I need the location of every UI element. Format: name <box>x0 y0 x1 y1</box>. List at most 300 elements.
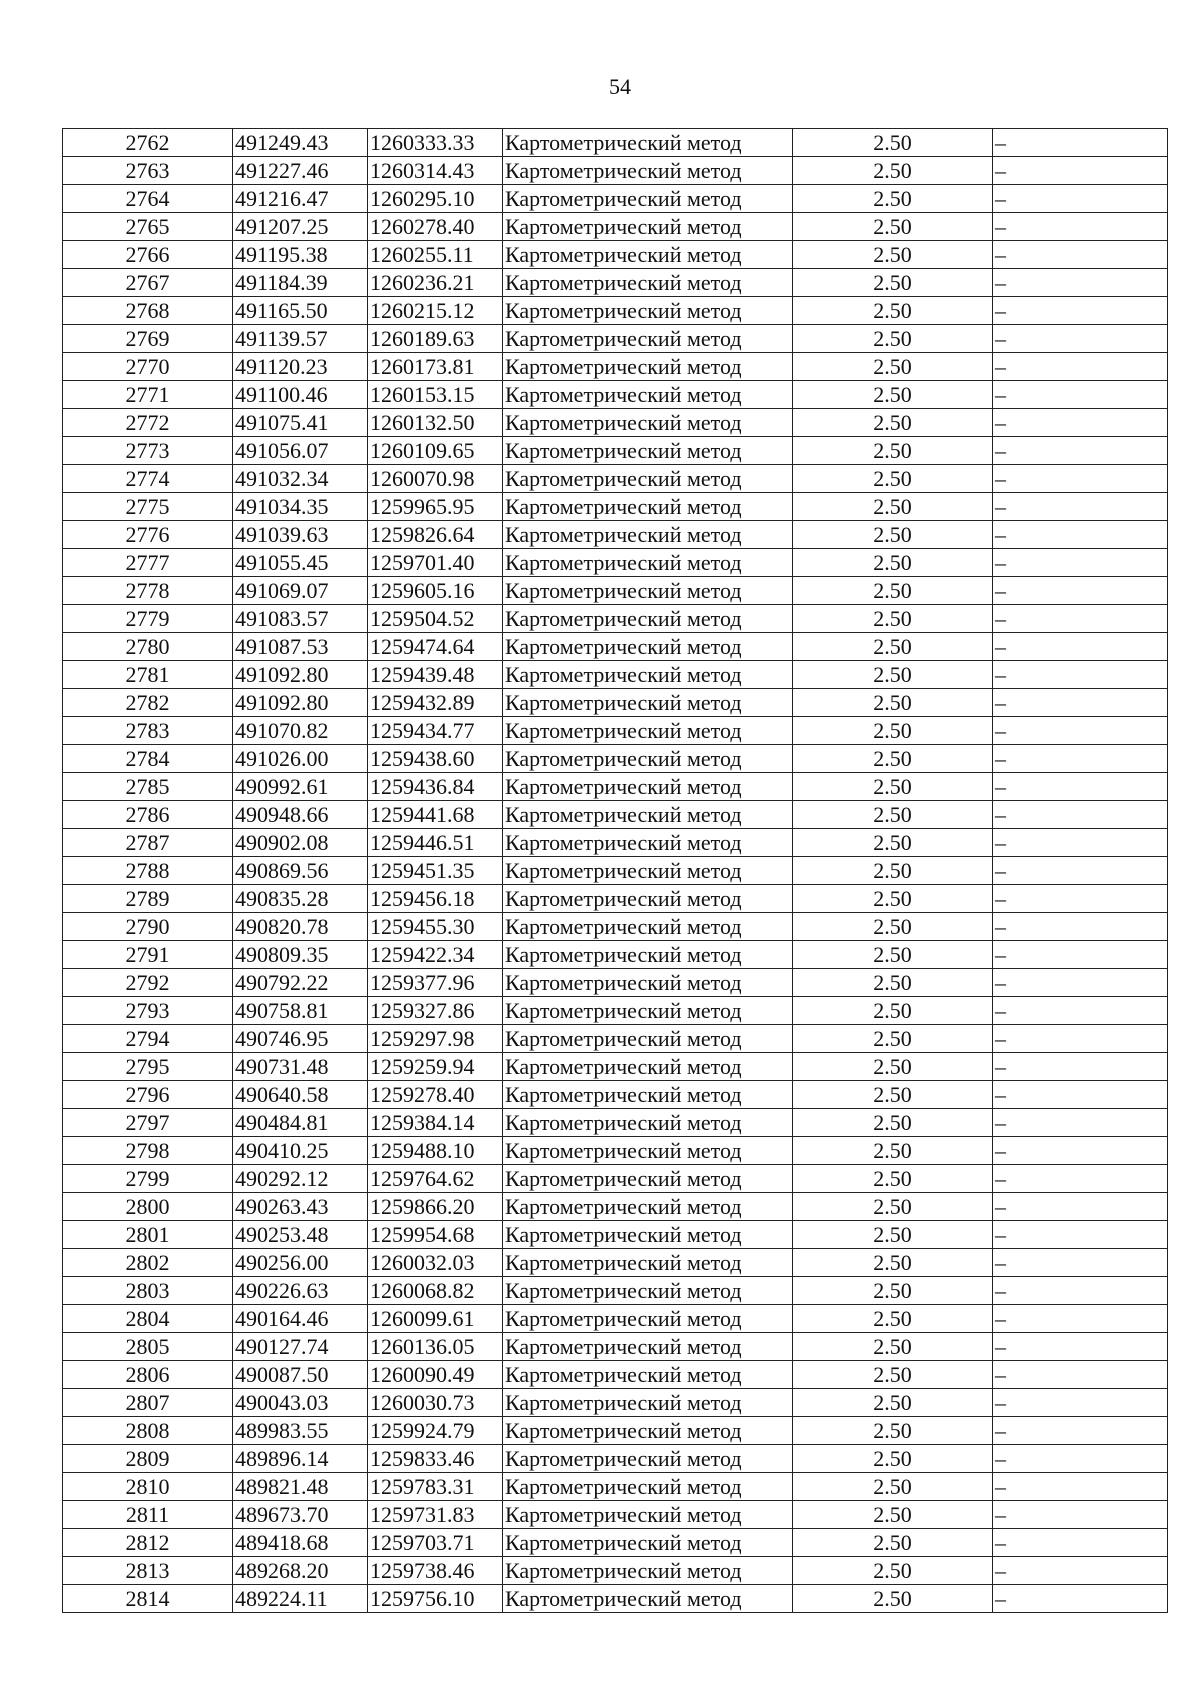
error-cell: 2.50 <box>793 1053 993 1081</box>
table-row <box>63 1501 1168 1529</box>
method-cell: Картометрический метод <box>503 129 793 157</box>
table-row <box>63 1557 1168 1585</box>
error-cell: 2.50 <box>793 1193 993 1221</box>
y-coordinate-cell: 1259954.68 <box>368 1221 503 1249</box>
y-coordinate-cell: 1259451.35 <box>368 857 503 885</box>
table-row <box>63 325 1168 353</box>
y-coordinate-cell: 1259703.71 <box>368 1529 503 1557</box>
table-row <box>63 829 1168 857</box>
x-coordinate-cell: 491026.00 <box>233 745 368 773</box>
point-number-cell: 2803 <box>63 1277 233 1305</box>
method-cell: Картометрический метод <box>503 1025 793 1053</box>
point-number-cell: 2780 <box>63 633 233 661</box>
point-number-cell: 2783 <box>63 717 233 745</box>
point-number-cell: 2776 <box>63 521 233 549</box>
table-row <box>63 1277 1168 1305</box>
method-cell: Картометрический метод <box>503 241 793 269</box>
description-cell: – <box>993 1053 1168 1081</box>
x-coordinate-cell: 491056.07 <box>233 437 368 465</box>
x-coordinate-cell: 490226.63 <box>233 1277 368 1305</box>
point-number-cell: 2781 <box>63 661 233 689</box>
description-cell: – <box>993 241 1168 269</box>
y-coordinate-cell: 1260314.43 <box>368 157 503 185</box>
x-coordinate-cell: 491207.25 <box>233 213 368 241</box>
error-cell: 2.50 <box>793 213 993 241</box>
point-number-cell: 2808 <box>63 1417 233 1445</box>
point-number-cell: 2766 <box>63 241 233 269</box>
table-row <box>63 745 1168 773</box>
x-coordinate-cell: 489983.55 <box>233 1417 368 1445</box>
error-cell: 2.50 <box>793 1361 993 1389</box>
x-coordinate-cell: 491227.46 <box>233 157 368 185</box>
method-cell: Картометрический метод <box>503 1529 793 1557</box>
table-row <box>63 241 1168 269</box>
method-cell: Картометрический метод <box>503 409 793 437</box>
method-cell: Картометрический метод <box>503 969 793 997</box>
method-cell: Картометрический метод <box>503 325 793 353</box>
x-coordinate-cell: 491184.39 <box>233 269 368 297</box>
x-coordinate-cell: 489673.70 <box>233 1501 368 1529</box>
x-coordinate-cell: 491034.35 <box>233 493 368 521</box>
error-cell: 2.50 <box>793 1389 993 1417</box>
table-row <box>63 1333 1168 1361</box>
description-cell: – <box>993 577 1168 605</box>
y-coordinate-cell: 1259924.79 <box>368 1417 503 1445</box>
y-coordinate-cell: 1260333.33 <box>368 129 503 157</box>
y-coordinate-cell: 1260173.81 <box>368 353 503 381</box>
table-row <box>63 353 1168 381</box>
method-cell: Картометрический метод <box>503 1445 793 1473</box>
description-cell: – <box>993 1417 1168 1445</box>
point-number-cell: 2799 <box>63 1165 233 1193</box>
error-cell: 2.50 <box>793 157 993 185</box>
y-coordinate-cell: 1259438.60 <box>368 745 503 773</box>
y-coordinate-cell: 1260132.50 <box>368 409 503 437</box>
description-cell: – <box>993 773 1168 801</box>
y-coordinate-cell: 1259259.94 <box>368 1053 503 1081</box>
x-coordinate-cell: 490484.81 <box>233 1109 368 1137</box>
x-coordinate-cell: 490758.81 <box>233 997 368 1025</box>
y-coordinate-cell: 1260030.73 <box>368 1389 503 1417</box>
error-cell: 2.50 <box>793 885 993 913</box>
y-coordinate-cell: 1260255.11 <box>368 241 503 269</box>
x-coordinate-cell: 491092.80 <box>233 661 368 689</box>
x-coordinate-cell: 489268.20 <box>233 1557 368 1585</box>
description-cell: – <box>993 969 1168 997</box>
method-cell: Картометрический метод <box>503 1193 793 1221</box>
error-cell: 2.50 <box>793 465 993 493</box>
y-coordinate-cell: 1259474.64 <box>368 633 503 661</box>
table-row <box>63 941 1168 969</box>
description-cell: – <box>993 1333 1168 1361</box>
point-number-cell: 2795 <box>63 1053 233 1081</box>
method-cell: Картометрический метод <box>503 465 793 493</box>
x-coordinate-cell: 490256.00 <box>233 1249 368 1277</box>
method-cell: Картометрический метод <box>503 269 793 297</box>
description-cell: – <box>993 1501 1168 1529</box>
point-number-cell: 2810 <box>63 1473 233 1501</box>
x-coordinate-cell: 489224.11 <box>233 1585 368 1613</box>
point-number-cell: 2797 <box>63 1109 233 1137</box>
x-coordinate-cell: 490292.12 <box>233 1165 368 1193</box>
x-coordinate-cell: 490043.03 <box>233 1389 368 1417</box>
method-cell: Картометрический метод <box>503 1137 793 1165</box>
description-cell: – <box>993 381 1168 409</box>
description-cell: – <box>993 1389 1168 1417</box>
description-cell: – <box>993 1473 1168 1501</box>
table-row <box>63 409 1168 437</box>
description-cell: – <box>993 829 1168 857</box>
description-cell: – <box>993 1081 1168 1109</box>
description-cell: – <box>993 1361 1168 1389</box>
method-cell: Картометрический метод <box>503 437 793 465</box>
table-row <box>63 969 1168 997</box>
method-cell: Картометрический метод <box>503 353 793 381</box>
x-coordinate-cell: 491092.80 <box>233 689 368 717</box>
description-cell: – <box>993 857 1168 885</box>
point-number-cell: 2791 <box>63 941 233 969</box>
description-cell: – <box>993 493 1168 521</box>
error-cell: 2.50 <box>793 857 993 885</box>
error-cell: 2.50 <box>793 521 993 549</box>
point-number-cell: 2773 <box>63 437 233 465</box>
x-coordinate-cell: 490253.48 <box>233 1221 368 1249</box>
y-coordinate-cell: 1260070.98 <box>368 465 503 493</box>
table-row <box>63 1389 1168 1417</box>
y-coordinate-cell: 1259439.48 <box>368 661 503 689</box>
table-row <box>63 857 1168 885</box>
y-coordinate-cell: 1260136.05 <box>368 1333 503 1361</box>
description-cell: – <box>993 1277 1168 1305</box>
description-cell: – <box>993 129 1168 157</box>
y-coordinate-cell: 1260295.10 <box>368 185 503 213</box>
point-number-cell: 2775 <box>63 493 233 521</box>
y-coordinate-cell: 1260068.82 <box>368 1277 503 1305</box>
error-cell: 2.50 <box>793 1305 993 1333</box>
x-coordinate-cell: 490410.25 <box>233 1137 368 1165</box>
description-cell: – <box>993 1305 1168 1333</box>
description-cell: – <box>993 717 1168 745</box>
x-coordinate-cell: 490087.50 <box>233 1361 368 1389</box>
x-coordinate-cell: 491139.57 <box>233 325 368 353</box>
method-cell: Картометрический метод <box>503 1305 793 1333</box>
y-coordinate-cell: 1260099.61 <box>368 1305 503 1333</box>
point-number-cell: 2798 <box>63 1137 233 1165</box>
table-row <box>63 1445 1168 1473</box>
error-cell: 2.50 <box>793 381 993 409</box>
point-number-cell: 2790 <box>63 913 233 941</box>
description-cell: – <box>993 1529 1168 1557</box>
error-cell: 2.50 <box>793 997 993 1025</box>
point-number-cell: 2784 <box>63 745 233 773</box>
point-number-cell: 2807 <box>63 1389 233 1417</box>
method-cell: Картометрический метод <box>503 1473 793 1501</box>
table-row <box>63 269 1168 297</box>
method-cell: Картометрический метод <box>503 1081 793 1109</box>
method-cell: Картометрический метод <box>503 801 793 829</box>
error-cell: 2.50 <box>793 269 993 297</box>
method-cell: Картометрический метод <box>503 717 793 745</box>
point-number-cell: 2811 <box>63 1501 233 1529</box>
x-coordinate-cell: 490869.56 <box>233 857 368 885</box>
table-row <box>63 1053 1168 1081</box>
table-row <box>63 381 1168 409</box>
table-row <box>63 1221 1168 1249</box>
error-cell: 2.50 <box>793 717 993 745</box>
table-row <box>63 493 1168 521</box>
method-cell: Картометрический метод <box>503 1557 793 1585</box>
point-number-cell: 2770 <box>63 353 233 381</box>
table-row <box>63 605 1168 633</box>
y-coordinate-cell: 1259738.46 <box>368 1557 503 1585</box>
point-number-cell: 2768 <box>63 297 233 325</box>
description-cell: – <box>993 1445 1168 1473</box>
y-coordinate-cell: 1260032.03 <box>368 1249 503 1277</box>
description-cell: – <box>993 1109 1168 1137</box>
error-cell: 2.50 <box>793 1081 993 1109</box>
method-cell: Картометрический метод <box>503 157 793 185</box>
error-cell: 2.50 <box>793 1249 993 1277</box>
method-cell: Картометрический метод <box>503 1109 793 1137</box>
x-coordinate-cell: 491195.38 <box>233 241 368 269</box>
table-row <box>63 157 1168 185</box>
description-cell: – <box>993 353 1168 381</box>
y-coordinate-cell: 1259488.10 <box>368 1137 503 1165</box>
error-cell: 2.50 <box>793 129 993 157</box>
x-coordinate-cell: 490127.74 <box>233 1333 368 1361</box>
error-cell: 2.50 <box>793 773 993 801</box>
y-coordinate-cell: 1259446.51 <box>368 829 503 857</box>
error-cell: 2.50 <box>793 913 993 941</box>
point-number-cell: 2812 <box>63 1529 233 1557</box>
error-cell: 2.50 <box>793 829 993 857</box>
error-cell: 2.50 <box>793 689 993 717</box>
point-number-cell: 2769 <box>63 325 233 353</box>
error-cell: 2.50 <box>793 353 993 381</box>
x-coordinate-cell: 490746.95 <box>233 1025 368 1053</box>
y-coordinate-cell: 1259455.30 <box>368 913 503 941</box>
y-coordinate-cell: 1259441.68 <box>368 801 503 829</box>
method-cell: Картометрический метод <box>503 297 793 325</box>
error-cell: 2.50 <box>793 1529 993 1557</box>
error-cell: 2.50 <box>793 1501 993 1529</box>
y-coordinate-cell: 1259833.46 <box>368 1445 503 1473</box>
error-cell: 2.50 <box>793 1557 993 1585</box>
method-cell: Картометрический метод <box>503 1277 793 1305</box>
y-coordinate-cell: 1259764.62 <box>368 1165 503 1193</box>
x-coordinate-cell: 491216.47 <box>233 185 368 213</box>
error-cell: 2.50 <box>793 577 993 605</box>
point-number-cell: 2772 <box>63 409 233 437</box>
x-coordinate-cell: 491055.45 <box>233 549 368 577</box>
table-row <box>63 1109 1168 1137</box>
y-coordinate-cell: 1259434.77 <box>368 717 503 745</box>
method-cell: Картометрический метод <box>503 633 793 661</box>
table-row <box>63 1137 1168 1165</box>
point-number-cell: 2813 <box>63 1557 233 1585</box>
x-coordinate-cell: 489896.14 <box>233 1445 368 1473</box>
table-row <box>63 577 1168 605</box>
description-cell: – <box>993 1249 1168 1277</box>
error-cell: 2.50 <box>793 633 993 661</box>
table-row <box>63 1193 1168 1221</box>
table-row <box>63 885 1168 913</box>
y-coordinate-cell: 1259731.83 <box>368 1501 503 1529</box>
point-number-cell: 2802 <box>63 1249 233 1277</box>
description-cell: – <box>993 633 1168 661</box>
table-body <box>63 129 1168 1613</box>
table-row <box>63 213 1168 241</box>
method-cell: Картометрический метод <box>503 913 793 941</box>
description-cell: – <box>993 325 1168 353</box>
point-number-cell: 2763 <box>63 157 233 185</box>
point-number-cell: 2774 <box>63 465 233 493</box>
point-number-cell: 2805 <box>63 1333 233 1361</box>
table-row <box>63 437 1168 465</box>
method-cell: Картометрический метод <box>503 885 793 913</box>
method-cell: Картометрический метод <box>503 1333 793 1361</box>
error-cell: 2.50 <box>793 297 993 325</box>
point-number-cell: 2765 <box>63 213 233 241</box>
x-coordinate-cell: 490640.58 <box>233 1081 368 1109</box>
x-coordinate-cell: 491100.46 <box>233 381 368 409</box>
table-row <box>63 717 1168 745</box>
point-number-cell: 2779 <box>63 605 233 633</box>
x-coordinate-cell: 490820.78 <box>233 913 368 941</box>
table-row <box>63 1361 1168 1389</box>
x-coordinate-cell: 490731.48 <box>233 1053 368 1081</box>
description-cell: – <box>993 549 1168 577</box>
table-row <box>63 1585 1168 1613</box>
table-row <box>63 185 1168 213</box>
error-cell: 2.50 <box>793 493 993 521</box>
description-cell: – <box>993 521 1168 549</box>
table-row <box>63 801 1168 829</box>
x-coordinate-cell: 491087.53 <box>233 633 368 661</box>
method-cell: Картометрический метод <box>503 997 793 1025</box>
method-cell: Картометрический метод <box>503 1585 793 1613</box>
point-number-cell: 2804 <box>63 1305 233 1333</box>
error-cell: 2.50 <box>793 661 993 689</box>
y-coordinate-cell: 1259756.10 <box>368 1585 503 1613</box>
method-cell: Картометрический метод <box>503 577 793 605</box>
method-cell: Картометрический метод <box>503 941 793 969</box>
method-cell: Картометрический метод <box>503 773 793 801</box>
point-number-cell: 2789 <box>63 885 233 913</box>
point-number-cell: 2809 <box>63 1445 233 1473</box>
table-row <box>63 549 1168 577</box>
error-cell: 2.50 <box>793 801 993 829</box>
description-cell: – <box>993 1193 1168 1221</box>
x-coordinate-cell: 491069.07 <box>233 577 368 605</box>
description-cell: – <box>993 1585 1168 1613</box>
method-cell: Картометрический метод <box>503 745 793 773</box>
x-coordinate-cell: 491249.43 <box>233 129 368 157</box>
method-cell: Картометрический метод <box>503 185 793 213</box>
error-cell: 2.50 <box>793 437 993 465</box>
error-cell: 2.50 <box>793 1445 993 1473</box>
error-cell: 2.50 <box>793 1221 993 1249</box>
point-number-cell: 2771 <box>63 381 233 409</box>
y-coordinate-cell: 1260090.49 <box>368 1361 503 1389</box>
point-number-cell: 2788 <box>63 857 233 885</box>
description-cell: – <box>993 661 1168 689</box>
y-coordinate-cell: 1260109.65 <box>368 437 503 465</box>
point-number-cell: 2785 <box>63 773 233 801</box>
table-row <box>63 661 1168 689</box>
table-row <box>63 773 1168 801</box>
table-row <box>63 297 1168 325</box>
point-number-cell: 2767 <box>63 269 233 297</box>
y-coordinate-cell: 1260236.21 <box>368 269 503 297</box>
error-cell: 2.50 <box>793 1473 993 1501</box>
error-cell: 2.50 <box>793 1137 993 1165</box>
point-number-cell: 2796 <box>63 1081 233 1109</box>
table-row <box>63 1529 1168 1557</box>
table-row <box>63 1025 1168 1053</box>
error-cell: 2.50 <box>793 1585 993 1613</box>
description-cell: – <box>993 605 1168 633</box>
table-row <box>63 1473 1168 1501</box>
description-cell: – <box>993 297 1168 325</box>
x-coordinate-cell: 490992.61 <box>233 773 368 801</box>
x-coordinate-cell: 491120.23 <box>233 353 368 381</box>
description-cell: – <box>993 409 1168 437</box>
x-coordinate-cell: 491165.50 <box>233 297 368 325</box>
error-cell: 2.50 <box>793 241 993 269</box>
point-number-cell: 2778 <box>63 577 233 605</box>
page-number: 54 <box>609 74 631 99</box>
point-number-cell: 2787 <box>63 829 233 857</box>
y-coordinate-cell: 1259605.16 <box>368 577 503 605</box>
method-cell: Картометрический метод <box>503 1417 793 1445</box>
description-cell: – <box>993 689 1168 717</box>
error-cell: 2.50 <box>793 549 993 577</box>
error-cell: 2.50 <box>793 1333 993 1361</box>
method-cell: Картометрический метод <box>503 1501 793 1529</box>
description-cell: – <box>993 941 1168 969</box>
method-cell: Картометрический метод <box>503 521 793 549</box>
point-number-cell: 2793 <box>63 997 233 1025</box>
method-cell: Картометрический метод <box>503 857 793 885</box>
y-coordinate-cell: 1259422.34 <box>368 941 503 969</box>
method-cell: Картометрический метод <box>503 1053 793 1081</box>
x-coordinate-cell: 490948.66 <box>233 801 368 829</box>
description-cell: – <box>993 885 1168 913</box>
error-cell: 2.50 <box>793 1109 993 1137</box>
table-row <box>63 1417 1168 1445</box>
description-cell: – <box>993 465 1168 493</box>
x-coordinate-cell: 491070.82 <box>233 717 368 745</box>
table-row <box>63 633 1168 661</box>
error-cell: 2.50 <box>793 1417 993 1445</box>
method-cell: Картометрический метод <box>503 381 793 409</box>
description-cell: – <box>993 213 1168 241</box>
x-coordinate-cell: 490792.22 <box>233 969 368 997</box>
table-row <box>63 997 1168 1025</box>
y-coordinate-cell: 1259456.18 <box>368 885 503 913</box>
method-cell: Картометрический метод <box>503 1389 793 1417</box>
x-coordinate-cell: 490835.28 <box>233 885 368 913</box>
y-coordinate-cell: 1259866.20 <box>368 1193 503 1221</box>
table-row <box>63 465 1168 493</box>
error-cell: 2.50 <box>793 1025 993 1053</box>
x-coordinate-cell: 490809.35 <box>233 941 368 969</box>
point-number-cell: 2786 <box>63 801 233 829</box>
y-coordinate-cell: 1260278.40 <box>368 213 503 241</box>
y-coordinate-cell: 1260189.63 <box>368 325 503 353</box>
x-coordinate-cell: 491075.41 <box>233 409 368 437</box>
